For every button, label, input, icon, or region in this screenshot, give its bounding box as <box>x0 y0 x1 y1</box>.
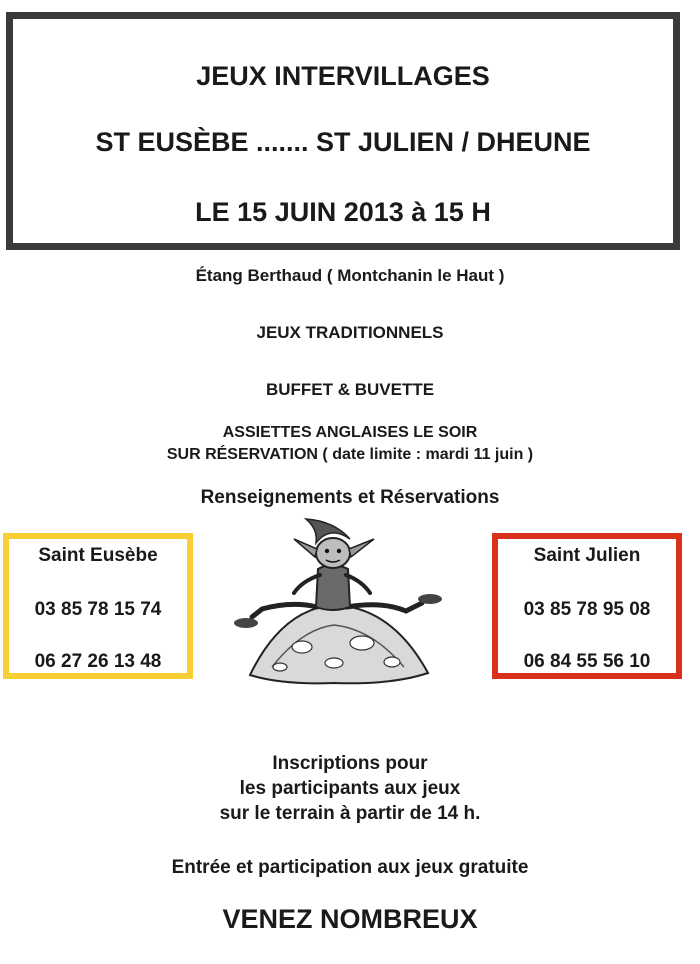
contact-phone-2: 06 27 26 13 48 <box>34 651 162 672</box>
contact-phone-1: 03 85 78 95 08 <box>523 599 651 620</box>
inscription-line-1: Inscriptions pour <box>272 753 428 774</box>
contact-phone-2: 06 84 55 56 10 <box>523 651 651 672</box>
entry-line: Entrée et participation aux jeux gratuite <box>171 857 529 878</box>
event-title: JEUX INTERVILLAGES <box>196 61 490 91</box>
villages-line: ST EUSÈBE ....... ST JULIEN / DHEUNE <box>95 127 591 157</box>
inscription-line-3: sur le terrain à partir de 14 h. <box>219 803 481 824</box>
contact-box-saint-eusebe <box>3 533 193 679</box>
food-line: BUFFET & BUVETTE <box>265 380 435 399</box>
title-box <box>6 12 680 250</box>
closing-line: VENEZ NOMBREUX <box>222 904 478 934</box>
elf-on-mushroom-icon <box>222 517 452 693</box>
contact-box-saint-julien <box>492 533 682 679</box>
contact-name: Saint Eusèbe <box>38 545 158 566</box>
contact-name: Saint Julien <box>533 545 641 566</box>
plates-line-1: ASSIETTES ANGLAISES LE SOIR <box>222 424 478 441</box>
contact-phone-1: 03 85 78 15 74 <box>34 599 162 620</box>
location-line: Étang Berthaud ( Montchanin le Haut ) <box>195 266 505 285</box>
info-heading: Renseignements et Réservations <box>200 487 500 508</box>
date-line: LE 15 JUIN 2013 à 15 H <box>195 197 491 227</box>
inscription-line-2: les participants aux jeux <box>239 778 461 799</box>
plates-line-2: SUR RÉSERVATION ( date limite : mardi 11 juin ) <box>166 446 534 463</box>
games-line: JEUX TRADITIONNELS <box>256 323 444 342</box>
